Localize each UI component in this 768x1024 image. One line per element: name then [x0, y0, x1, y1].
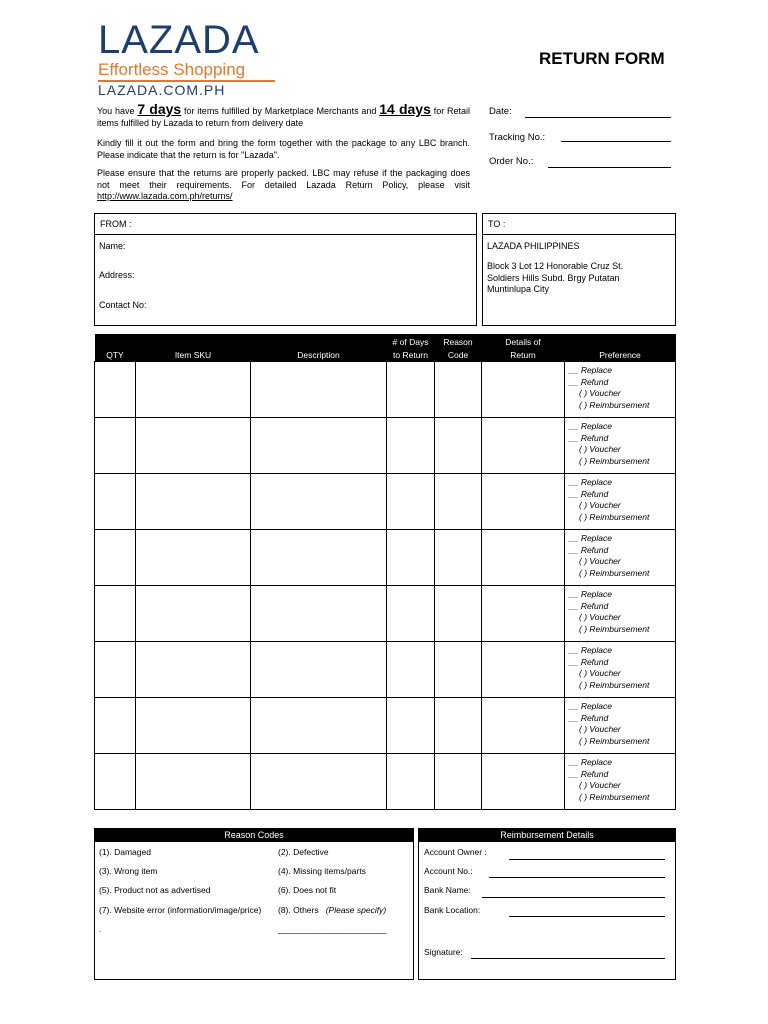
details-cell[interactable] — [482, 586, 565, 642]
col-qty: QTY — [95, 334, 136, 362]
days-cell[interactable] — [387, 530, 435, 586]
table-row — [95, 586, 676, 642]
replace-option[interactable]: __ Replace — [569, 757, 613, 767]
account-owner-label: Account Owner : — [424, 847, 487, 857]
voucher-option[interactable]: ( ) Voucher — [579, 444, 621, 454]
please-specify-note: (Please specify) — [325, 905, 387, 915]
reason-8: (8). Others (Please specify) — [278, 905, 387, 915]
preference-cell — [565, 586, 676, 642]
col-description: Description — [251, 334, 387, 362]
account-owner-field[interactable] — [509, 858, 665, 860]
description-cell[interactable] — [251, 362, 387, 418]
replace-option[interactable]: __ Replace — [569, 421, 613, 431]
reason-codes-box — [94, 828, 414, 980]
voucher-option[interactable]: ( ) Voucher — [579, 668, 621, 678]
others-specify-blank[interactable]: _______________________ — [278, 924, 387, 934]
reimbursement-option[interactable]: ( ) Reimbursement — [579, 735, 650, 746]
item-sku-cell[interactable] — [136, 698, 251, 754]
to-address: Block 3 Lot 12 Honorable Cruz St. Soldiers Hills Subd. Brgy Putatan Muntinlupa City — [487, 261, 624, 294]
details-cell[interactable] — [482, 642, 565, 698]
replace-option[interactable]: __ Replace — [569, 365, 613, 375]
description-cell[interactable] — [251, 530, 387, 586]
description-cell[interactable] — [251, 474, 387, 530]
reason-code-cell[interactable] — [435, 586, 482, 642]
preference-cell — [565, 642, 676, 698]
description-cell[interactable] — [251, 642, 387, 698]
preference-cell — [565, 530, 676, 586]
qty-cell[interactable] — [95, 362, 136, 418]
table-row — [95, 530, 676, 586]
replace-option[interactable]: __ Replace — [569, 589, 613, 599]
replace-option[interactable]: __ Replace — [569, 645, 613, 655]
table-row — [95, 418, 676, 474]
from-address-label: Address: — [99, 270, 135, 280]
table-row — [95, 698, 676, 754]
reimbursement-option[interactable]: ( ) Reimbursement — [579, 623, 650, 634]
from-name-label: Name: — [99, 241, 126, 251]
details-cell[interactable] — [482, 362, 565, 418]
retail-days: 14 days — [379, 101, 431, 117]
reason-7: (7). Website error (information/image/price) — [99, 905, 262, 915]
days-cell[interactable] — [387, 586, 435, 642]
account-no-field[interactable] — [489, 876, 665, 878]
reason-code-cell[interactable] — [435, 642, 482, 698]
reason-4: (4). Missing items/parts — [278, 866, 366, 876]
logo-url: LAZADA.COM.PH — [98, 82, 226, 98]
item-sku-cell[interactable] — [136, 754, 251, 810]
from-header: FROM : — [95, 214, 476, 235]
voucher-option[interactable]: ( ) Voucher — [579, 780, 621, 790]
table-row — [95, 362, 676, 418]
marketplace-days: 7 days — [137, 101, 182, 117]
return-items-table — [94, 334, 676, 810]
tracking-field[interactable] — [561, 140, 671, 142]
date-field[interactable] — [525, 116, 671, 118]
qty-cell[interactable] — [95, 530, 136, 586]
refund-option[interactable]: __ Refund — [569, 768, 609, 779]
replace-option[interactable]: __ Replace — [569, 533, 613, 543]
bank-name-field[interactable] — [482, 896, 665, 898]
reimbursement-option[interactable]: ( ) Reimbursement — [579, 511, 650, 522]
item-sku-cell[interactable] — [136, 474, 251, 530]
col-details-of-return: Details of Return — [482, 334, 565, 362]
item-sku-cell[interactable] — [136, 418, 251, 474]
days-cell[interactable] — [387, 754, 435, 810]
reason-dot: . — [99, 924, 102, 934]
order-field[interactable] — [548, 166, 671, 168]
preference-cell — [565, 698, 676, 754]
to-header: TO : — [483, 214, 675, 235]
voucher-option[interactable]: ( ) Voucher — [579, 556, 621, 566]
qty-cell[interactable] — [95, 418, 136, 474]
voucher-option[interactable]: ( ) Voucher — [579, 388, 621, 398]
reason-2: (2). Defective — [278, 847, 329, 857]
details-cell[interactable] — [482, 418, 565, 474]
reimbursement-header: Reimbursement Details — [419, 829, 675, 842]
preference-cell — [565, 362, 676, 418]
date-label: Date: — [489, 106, 512, 117]
preference-cell — [565, 418, 676, 474]
description-cell[interactable] — [251, 586, 387, 642]
details-cell[interactable] — [482, 754, 565, 810]
table-row — [95, 642, 676, 698]
reason-1: (1). Damaged — [99, 847, 151, 857]
refund-option[interactable]: __ Refund — [569, 600, 609, 611]
intro-paragraph-2: Kindly fill it out the form and bring the form together with the package to any LBC branch. Please indicate that the return is for "Lazada". — [97, 138, 470, 160]
qty-cell[interactable] — [95, 586, 136, 642]
table-row — [95, 474, 676, 530]
bank-location-label: Bank Location: — [424, 905, 481, 915]
table-row — [95, 754, 676, 810]
to-box — [482, 213, 676, 326]
reason-5: (5). Product not as advertised — [99, 885, 211, 895]
reimbursement-option[interactable]: ( ) Reimbursement — [579, 791, 650, 802]
refund-option[interactable]: __ Refund — [569, 488, 609, 499]
signature-label: Signature: — [424, 947, 463, 957]
item-sku-cell[interactable] — [136, 642, 251, 698]
reason-code-cell[interactable] — [435, 362, 482, 418]
details-cell[interactable] — [482, 698, 565, 754]
item-sku-cell[interactable] — [136, 530, 251, 586]
reason-code-cell[interactable] — [435, 474, 482, 530]
reimbursement-box — [418, 828, 676, 980]
days-cell[interactable] — [387, 698, 435, 754]
reason-codes-header: Reason Codes — [95, 829, 413, 842]
days-cell[interactable] — [387, 362, 435, 418]
logo-wordmark: LAZADA — [98, 18, 260, 62]
col-reason-code: Reason Code — [435, 334, 482, 362]
reason-6: (6). Does not fit — [278, 885, 337, 895]
intro-paragraph-1: You have 7 days for items fulfilled by Marketplace Merchants and 14 days for Retail items fulfilled by Lazada to return from delivery date — [97, 101, 471, 128]
signature-field[interactable] — [471, 957, 665, 959]
preference-cell — [565, 474, 676, 530]
item-sku-cell[interactable] — [136, 586, 251, 642]
replace-option[interactable]: __ Replace — [569, 701, 613, 711]
reimbursement-option[interactable]: ( ) Reimbursement — [579, 399, 650, 410]
reason-code-cell[interactable] — [435, 754, 482, 810]
refund-option[interactable]: __ Refund — [569, 376, 609, 387]
days-cell[interactable] — [387, 642, 435, 698]
description-cell[interactable] — [251, 698, 387, 754]
qty-cell[interactable] — [95, 474, 136, 530]
refund-option[interactable]: __ Refund — [569, 544, 609, 555]
replace-option[interactable]: __ Replace — [569, 477, 613, 487]
col-days-to-return: # of Days to Return — [387, 334, 435, 362]
returns-policy-link[interactable]: http://www.lazada.com.ph/returns/ — [97, 191, 233, 201]
tracking-label: Tracking No.: — [489, 132, 546, 143]
description-cell[interactable] — [251, 754, 387, 810]
bank-location-field[interactable] — [509, 915, 665, 917]
qty-cell[interactable] — [95, 754, 136, 810]
refund-option[interactable]: __ Refund — [569, 656, 609, 667]
reason-code-cell[interactable] — [435, 418, 482, 474]
reason-code-cell[interactable] — [435, 530, 482, 586]
from-box — [94, 213, 477, 326]
details-cell[interactable] — [482, 530, 565, 586]
qty-cell[interactable] — [95, 642, 136, 698]
description-cell[interactable] — [251, 418, 387, 474]
intro-paragraph-3: Please ensure that the returns are properly packed. LBC may refuse if the packaging does not meet their requirements. For detailed Lazada Return Policy, please visit http://www.lazada.com.ph/returns/ — [97, 168, 470, 201]
qty-cell[interactable] — [95, 698, 136, 754]
refund-option[interactable]: __ Refund — [569, 432, 609, 443]
from-contact-label: Contact No: — [99, 300, 147, 310]
preference-cell — [565, 754, 676, 810]
form-title: RETURN FORM — [539, 49, 665, 68]
item-sku-cell[interactable] — [136, 362, 251, 418]
table-header-row — [95, 334, 676, 362]
voucher-option[interactable]: ( ) Voucher — [579, 500, 621, 510]
days-cell[interactable] — [387, 418, 435, 474]
reimbursement-option[interactable]: ( ) Reimbursement — [579, 455, 650, 466]
voucher-option[interactable]: ( ) Voucher — [579, 612, 621, 622]
col-item-sku: Item SKU — [136, 334, 251, 362]
reason-code-cell[interactable] — [435, 698, 482, 754]
order-label: Order No.: — [489, 156, 534, 167]
account-no-label: Account No.: — [424, 866, 473, 876]
to-company: LAZADA PHILIPPINES — [487, 241, 580, 251]
col-preference: Preference — [565, 334, 676, 362]
reason-3: (3). Wrong item — [99, 866, 158, 876]
logo-tagline: Effortless Shopping — [98, 60, 246, 79]
bank-name-label: Bank Name: — [424, 885, 471, 895]
reimbursement-option[interactable]: ( ) Reimbursement — [579, 679, 650, 690]
details-cell[interactable] — [482, 474, 565, 530]
reimbursement-option[interactable]: ( ) Reimbursement — [579, 567, 650, 578]
voucher-option[interactable]: ( ) Voucher — [579, 724, 621, 734]
days-cell[interactable] — [387, 474, 435, 530]
refund-option[interactable]: __ Refund — [569, 712, 609, 723]
